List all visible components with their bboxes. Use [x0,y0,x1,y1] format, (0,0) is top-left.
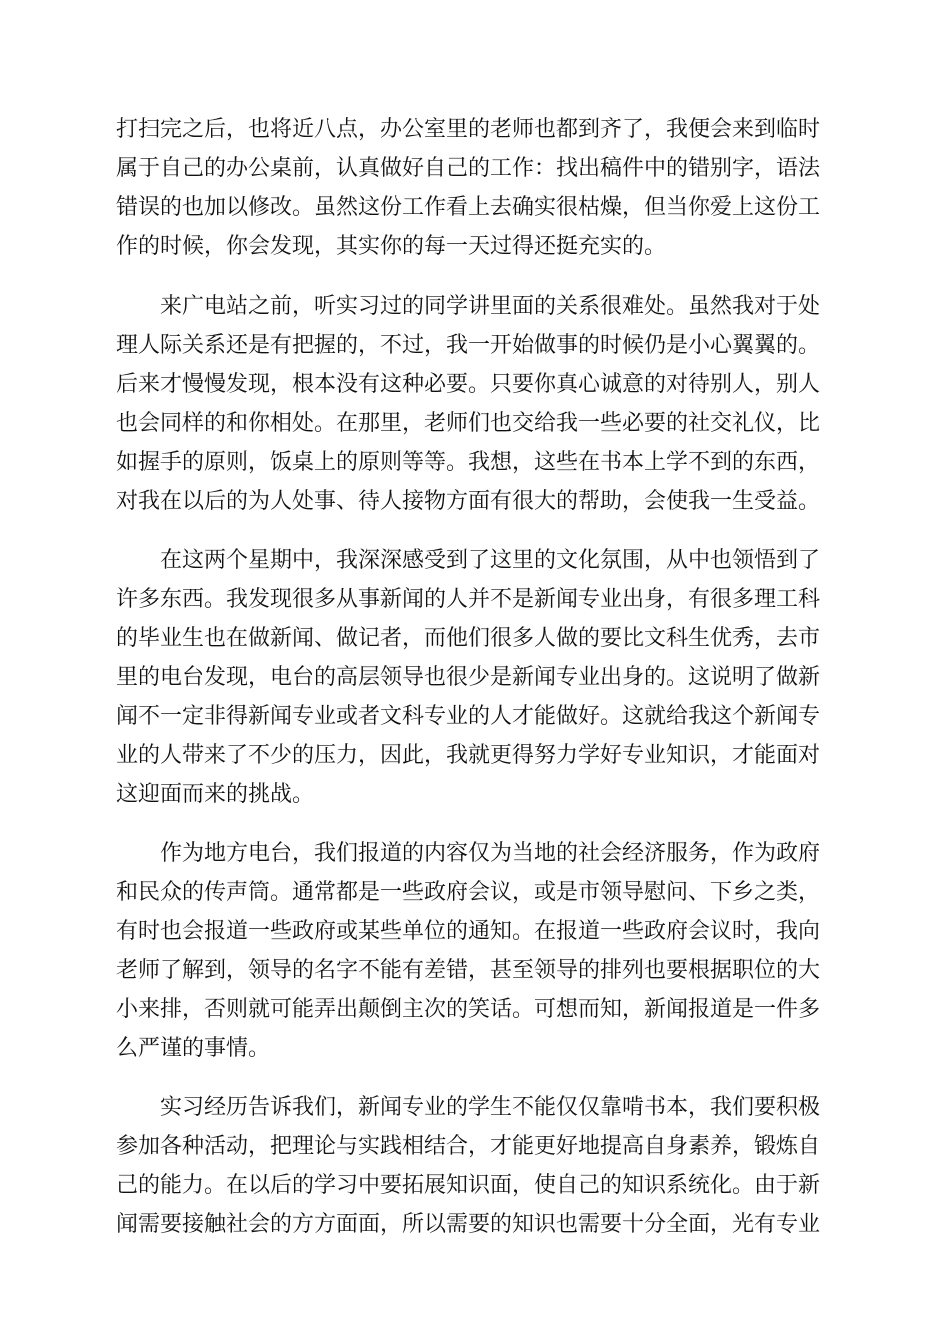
paragraph-line: 理人际关系还是有把握的，不过，我一开始做事的时候仍是小心翼翼的。 [116,333,821,358]
paragraph-line: 己的能力。在以后的学习中要拓展知识面，使自己的知识系统化。由于新 [116,1173,821,1198]
paragraph-line: 错误的也加以修改。虽然这份工作看上去确实很枯燥，但当你爱上这份工 [116,195,821,220]
paragraph-line: 和民众的传声筒。通常都是一些政府会议，或是市领导慰问、下乡之类， [116,880,821,905]
paragraph-line: 来广电站之前，听实习过的同学讲里面的关系很难处。虽然我对于处 [160,294,821,319]
paragraph-line: 作的时候，你会发现，其实你的每一天过得还挺充实的。 [116,234,667,259]
paragraph-line: 后来才慢慢发现，根本没有这种必要。只要你真心诚意的对待别人，别人 [116,372,821,397]
paragraph-line: 如握手的原则，饭桌上的原则等等。我想，这些在书本上学不到的东西， [116,450,821,475]
paragraph-line: 作为地方电台，我们报道的内容仅为当地的社会经济服务，作为政府 [160,841,821,866]
paragraph-line: 许多东西。我发现很多从事新闻的人并不是新闻专业出身，有很多理工科 [116,587,821,612]
paragraph-line: 的毕业生也在做新闻、做记者，而他们很多人做的要比文科生优秀，去市 [116,626,821,651]
paragraph-line: 老师了解到，领导的名字不能有差错，甚至领导的排列也要根据职位的大 [116,958,821,983]
paragraph-line: 里的电台发现，电台的高层领导也很少是新闻专业出身的。这说明了做新 [116,665,821,690]
paragraph-line: 小来排，否则就可能弄出颠倒主次的笑话。可想而知，新闻报道是一件多 [116,997,821,1022]
paragraph-line: 有时也会报道一些政府或某些单位的通知。在报道一些政府会议时，我向 [116,919,821,944]
paragraph-line: 对我在以后的为人处事、待人接物方面有很大的帮助，会使我一生受益。 [116,489,821,514]
paragraph-line: 闻不一定非得新闻专业或者文科专业的人才能做好。这就给我这个新闻专 [116,704,821,729]
paragraph-line: 参加各种活动，把理论与实践相结合，才能更好地提高自身素养，锻炼自 [116,1134,821,1159]
paragraph-line: 在这两个星期中，我深深感受到了这里的文化氛围，从中也领悟到了 [160,548,821,573]
paragraph-line: 这迎面而来的挑战。 [116,782,315,807]
paragraph-line: 也会同样的和你相处。在那里，老师们也交给我一些必要的社交礼仪，比 [116,411,821,436]
paragraph-line: 实习经历告诉我们，新闻专业的学生不能仅仅靠啃书本，我们要积极 [160,1095,821,1120]
paragraph-line: 业的人带来了不少的压力，因此，我就更得努力学好专业知识，才能面对 [116,743,821,768]
paragraph-line: 打扫完之后，也将近八点，办公室里的老师也都到齐了，我便会来到临时 [116,117,821,142]
paragraph-line: 么严谨的事情。 [116,1036,271,1061]
paragraph-line: 闻需要接触社会的方方面面，所以需要的知识也需要十分全面，光有专业 [116,1212,821,1237]
paragraph-line: 属于自己的办公桌前，认真做好自己的工作：找出稿件中的错别字，语法 [116,156,821,181]
